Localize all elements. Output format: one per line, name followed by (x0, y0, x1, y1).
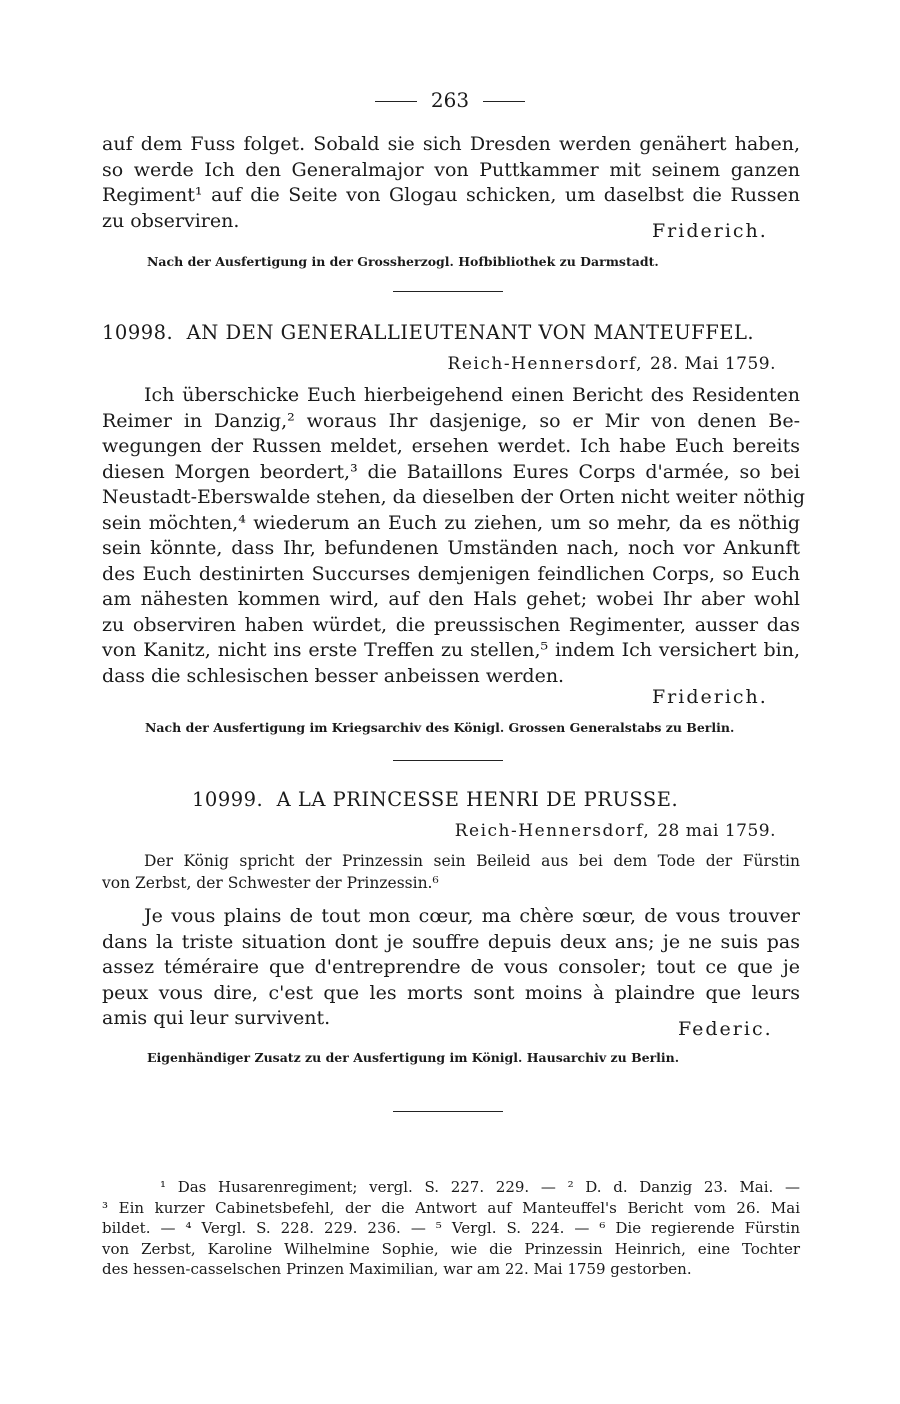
text-line: dans la triste situation dont je souffre depuis deux ans; je ne suis pas (102, 930, 800, 953)
letter-date: 28 mai 1759. (657, 821, 776, 841)
section-divider (393, 760, 503, 761)
text-line: am nähesten kommen wird, auf den Hals gehet; wobei Ihr aber wohl (102, 588, 800, 610)
footnote-line: ¹ Das Husarenregiment; vergl. S. 227. 229. — ² D. d. Danzig 23. Mai. — (160, 1178, 800, 1196)
signature: Federic. (678, 1018, 773, 1040)
text-line: Je vous plains de tout mon cœur, ma chère sœur, de vous trouver (144, 905, 800, 927)
source-note: Nach der Ausfertigung im Kriegsarchiv des Königl. Grossen Generalstabs zu Berlin. (145, 720, 735, 735)
text-line: zu observiren. (102, 209, 240, 232)
text-line: assez téméraire que d'entreprendre de vous consoler; tout ce que je (102, 956, 800, 978)
section-divider (393, 291, 503, 292)
page-number-right-dash (483, 101, 525, 102)
letter-recipient: A LA PRINCESSE HENRI DE PRUSSE. (276, 788, 679, 811)
footnote-line: ³ Ein kurzer Cabinetsbefehl, der die Antwort auf Manteuffel's Bericht vom 26. Mai (102, 1198, 800, 1217)
text-line: Ich überschicke Euch hierbeigehend einen Bericht des Residenten (144, 384, 800, 406)
text-line: amis qui leur survivent. (102, 1007, 331, 1029)
letter-place-date (448, 354, 776, 374)
text-line: dass die schlesischen besser anbeissen werden. (102, 664, 565, 687)
page-number-left-dash (375, 101, 417, 102)
text-line: von Kanitz, nicht ins erste Treffen zu stellen,⁵ indem Ich versichert bin, (102, 639, 800, 661)
signature: Friderich. (652, 686, 768, 708)
summary-line: Der König spricht der Prinzessin sein Beileid aus bei dem Tode der Fürstin (144, 852, 800, 870)
letter-body (102, 383, 806, 689)
text-line: zu observiren haben würdet, die preussischen Regimenter, ausser das (102, 613, 800, 636)
continued-letter-text (102, 132, 800, 234)
footnotes (102, 1177, 800, 1280)
letter-summary (102, 850, 800, 894)
source-note: Eigenhändiger Zusatz zu der Ausfertigung im Königl. Hausarchiv zu Berlin. (147, 1050, 680, 1065)
letter-heading (102, 321, 754, 344)
page-number (0, 88, 900, 112)
section-divider (393, 1111, 503, 1112)
letter-place-date (455, 821, 776, 841)
text-line: wegungen der Russen meldet, ersehen werdet. Ich habe Euch bereits (102, 435, 800, 457)
signature: Friderich. (652, 220, 768, 242)
footnote-line: von Zerbst, Karoline Wilhelmine Sophie, wie die Prinzessin Heinrich, eine Tochter (102, 1239, 800, 1258)
letter-place: Reich-Hennersdorf, (447, 354, 644, 374)
text-line: auf dem Fuss folget. Sobald sie sich Dresden werden genähert haben, (102, 133, 800, 155)
letter-place: Reich-Hennersdorf, (454, 821, 651, 841)
source-note: Nach der Ausfertigung in der Grossherzogl. Hofbibliothek zu Darmstadt. (147, 254, 659, 269)
text-line: Neustadt-Eberswalde stehen, da dieselben der Orten nicht weiter nöthig (102, 486, 806, 508)
text-line: sein könnte, dass Ihr, befundenen Umständen nach, noch vor Ankunft (102, 537, 800, 559)
letter-recipient: AN DEN GENERALLIEUTENANT VON MANTEUFFEL. (186, 321, 755, 344)
letter-number: 10999. (192, 788, 264, 811)
text-line: des Euch destinirten Succurses demjenigen feindlichen Corps, so Euch (102, 562, 800, 585)
text-line: peux vous dire, c'est que les morts sont moins à plaindre que leurs (102, 981, 800, 1004)
letter-heading (192, 788, 678, 811)
summary-line: von Zerbst, der Schwester der Prinzessin.⁶ (102, 874, 439, 892)
text-line: sein möchten,⁴ wiederum an Euch zu ziehen, um so mehr, da es nöthig (102, 511, 800, 534)
text-line: diesen Morgen beordert,³ die Bataillons Eures Corps d'armée, so bei (102, 460, 800, 483)
text-line: Regiment¹ auf die Seite von Glogau schicken, um daselbst die Russen (102, 184, 800, 206)
footnote-line: bildet. — ⁴ Vergl. S. 228. 229. 236. — ⁵ Vergl. S. 224. — ⁶ Die regierende Fürstin (102, 1219, 800, 1237)
text-line: Reimer in Danzig,² woraus Ihr dasjenige, so er Mir von denen Be- (102, 409, 800, 432)
footnote-line: des hessen-casselschen Prinzen Maximilian, war am 22. Mai 1759 gestorben. (102, 1260, 692, 1278)
letter-date: 28. Mai 1759. (650, 354, 776, 374)
page-number-text: 263 (430, 88, 470, 112)
letter-number: 10998. (102, 321, 174, 344)
text-line: so werde Ich den Generalmajor von Puttkammer mit seinem ganzen (102, 158, 800, 181)
letter-body (102, 904, 800, 1032)
